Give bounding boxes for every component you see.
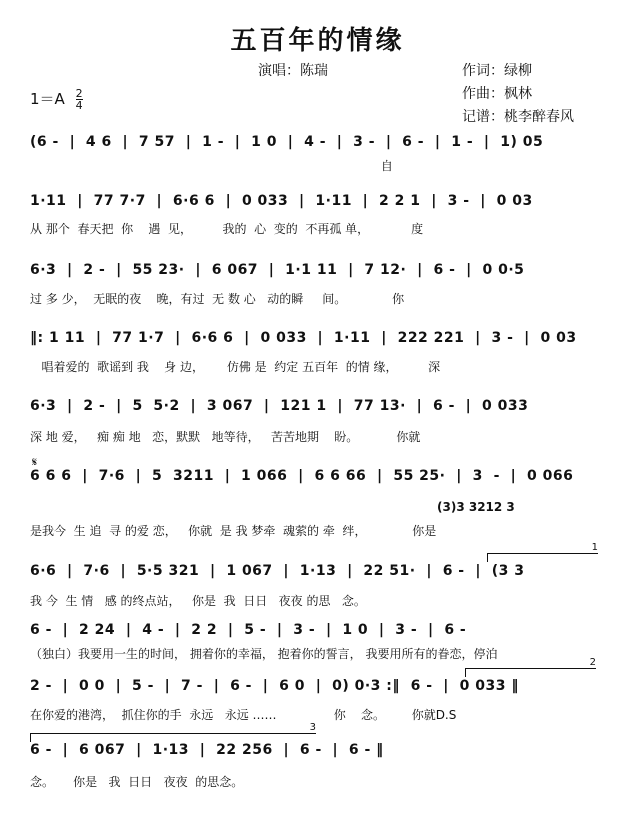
score-line-1-lyrics: 自 bbox=[30, 159, 393, 173]
score-line-9-notes: 2 - | 0 0 | 5 - | 7 - | 6 - | 6 0 | 0) 0·3 :‖ 6 - | 0 033 ‖ bbox=[30, 678, 519, 694]
score-line-5-lyrics: 深 地 爱， 痴 痴 地 恋，默默 地等待， 苦苦地期 盼。 你就 bbox=[30, 430, 421, 444]
ending-2-number: 2 bbox=[589, 657, 596, 668]
lyricist-credit: 作词：绿柳 bbox=[462, 63, 532, 79]
ending-1-bracket bbox=[487, 542, 598, 562]
small-notes: (3)3 3212 3 bbox=[437, 500, 515, 514]
score-line-10-lyrics: 念。 你是 我 日日 夜夜 的思念。 bbox=[30, 775, 244, 789]
score-line-5-notes: 6·3 | 2 - | 5 5·2 | 3 067 | 121 1 | 77 13· | 6 - | 0 033 bbox=[30, 398, 529, 414]
score-line-2-notes: 1·11 | 77 7·7 | 6·6 6 | 0 033 | 1·11 | 2 2 1 | 3 - | 0 03 bbox=[30, 193, 533, 209]
composer-credit: 作曲：枫林 bbox=[462, 86, 532, 102]
score-line-10-notes: 6 - | 6 067 | 1·13 | 22 256 | 6 - | 6 - ‖ bbox=[30, 742, 384, 758]
score-line-2-lyrics: 从 那个 春天把 你 遇 见， 我的 心 变的 不再孤 单， 度 bbox=[30, 222, 424, 236]
key-label: 1＝A bbox=[30, 90, 65, 108]
singer-credit: 演唱：陈瑞 bbox=[258, 63, 328, 79]
score-line-9-lyrics: 在你爱的港湾， 抓住你的手 永远 永远 …… 你 念。 你就D.S bbox=[30, 708, 457, 722]
time-sig-top: 2 bbox=[75, 87, 83, 100]
time-signature bbox=[76, 88, 83, 111]
transcriber-credit: 记谱：桃李醉春风 bbox=[462, 109, 574, 125]
ending-1-number: 1 bbox=[591, 542, 598, 553]
score-line-8-notes: 6 - | 2 24 | 4 - | 2 2 | 5 - | 3 - | 1 0 | 3 - | 6 - bbox=[30, 622, 467, 638]
score-line-1-notes: (6 - | 4 6 | 7 57 | 1 - | 1 0 | 4 - | 3 - | 6 - | 1 - | 1) 05 bbox=[30, 134, 544, 150]
segno-mark: 𝄋 bbox=[32, 455, 38, 469]
ending-2-bracket bbox=[465, 657, 596, 677]
score-line-3-notes: 6·3 | 2 - | 55 23· | 6 067 | 1·1 11 | 7 12· | 6 - | 0 0·5 bbox=[30, 262, 525, 278]
score-line-6-notes: 6 6 6 | 7·6 | 5 3211 | 1 066 | 6 6 66 | 55 25· | 3 - | 0 066 bbox=[30, 468, 574, 484]
key-signature bbox=[30, 88, 83, 111]
score-line-6-lyrics: 是我今 生 追 寻 的爱 恋， 你就 是 我 梦牵 魂萦的 牵 绊， 你是 bbox=[30, 524, 437, 538]
score-line-7-notes: 6·6 | 7·6 | 5·5 321 | 1 067 | 1·13 | 22 51· | 6 - | (3 3 bbox=[30, 563, 525, 579]
score-line-7-lyrics: 我 今 生 情 感 的终点站， 你是 我 日日 夜夜 的思 念。 bbox=[30, 594, 366, 608]
score-line-3-lyrics: 过 多 少， 无眠的夜 晚，有过 无 数 心 动的瞬 间。 你 bbox=[30, 292, 405, 306]
ending-3-bracket bbox=[30, 722, 316, 742]
song-title: 五百年的情缘 bbox=[230, 26, 405, 56]
score-line-4-lyrics: 唱着爱的 歌谣到 我 身 边， 仿佛 是 约定 五百年 的情 缘， 深 bbox=[30, 360, 441, 374]
score-line-4-notes: ‖: 1 11 | 77 1·7 | 6·6 6 | 0 033 | 1·11 | 222 221 | 3 - | 0 03 bbox=[30, 330, 577, 346]
ending-3-number: 3 bbox=[309, 722, 316, 733]
time-sig-bottom: 4 bbox=[75, 99, 83, 112]
score-line-8-lyrics: （独白）我要用一生的时间， 拥着你的幸福， 抱着你的誓言， 我要用所有的眷恋，停泊 bbox=[30, 647, 498, 661]
